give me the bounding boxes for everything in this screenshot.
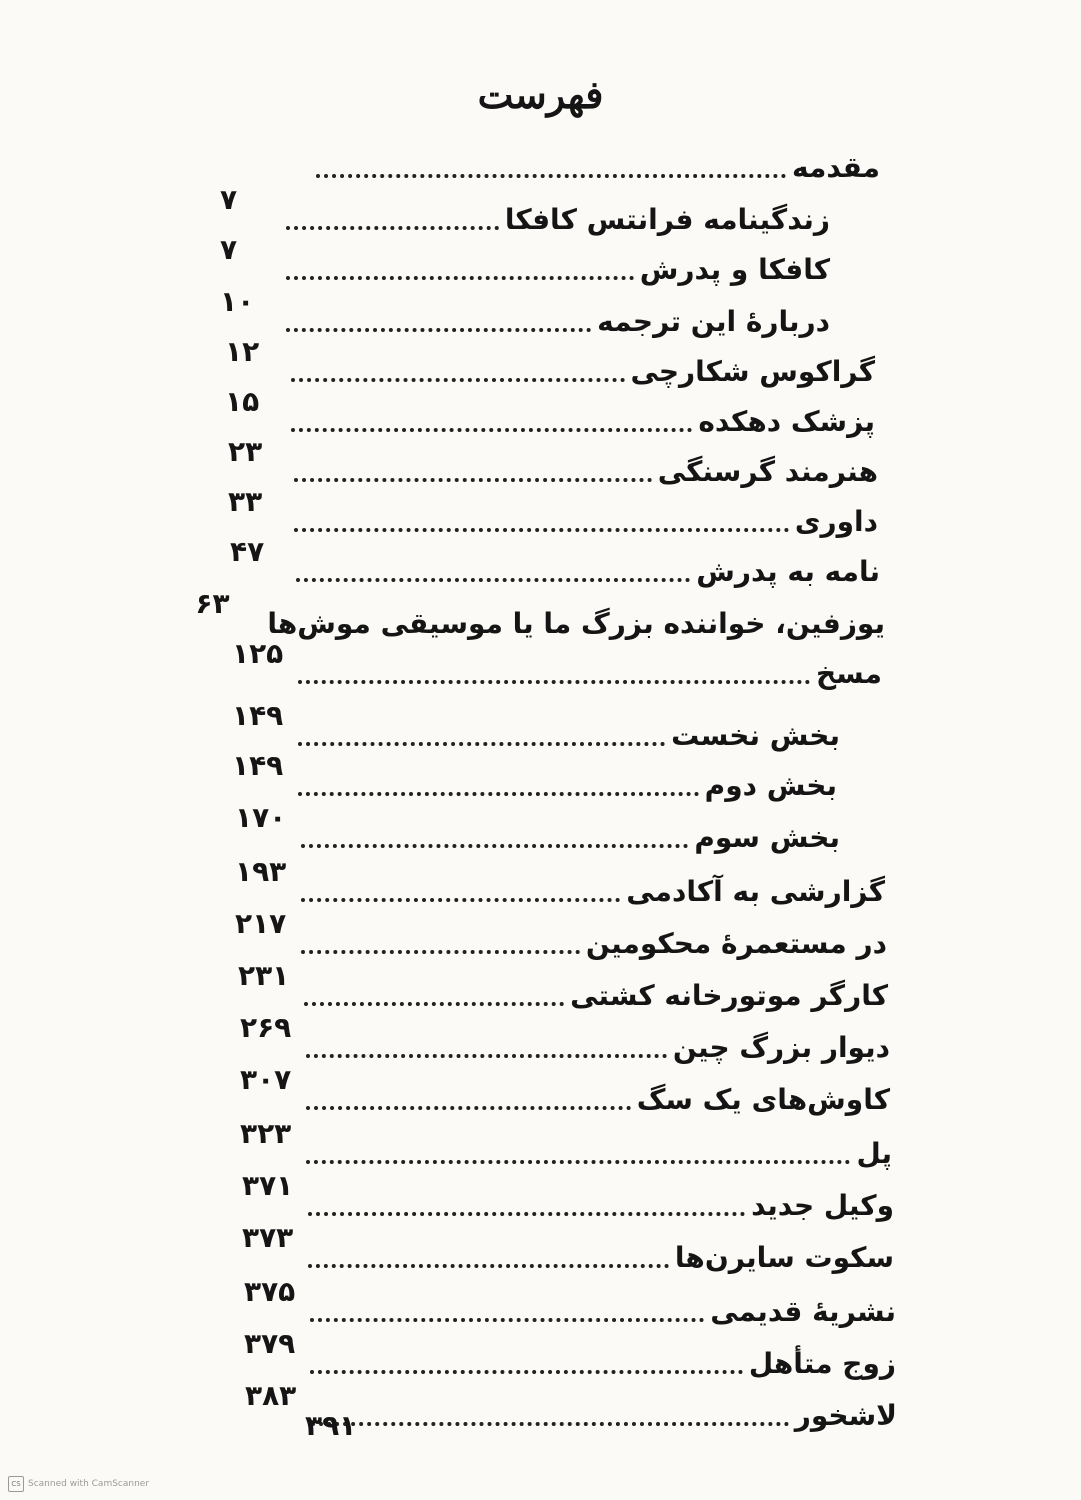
toc-label: داوری	[794, 505, 878, 539]
toc-label: کافکا و پدرش	[639, 253, 830, 287]
toc-leader-dots	[294, 528, 789, 532]
toc-label: نشریهٔ قدیمی	[710, 1295, 896, 1329]
toc-label: پزشک دهکده	[698, 405, 875, 439]
toc-row-24	[244, 1327, 896, 1386]
toc-row-14	[235, 801, 840, 860]
toc-leader-dots	[286, 226, 499, 230]
toc-label: نامه به پدرش	[696, 555, 880, 589]
watermark-text: Scanned with CamScanner	[28, 1479, 150, 1489]
toc-label: در مستعمرهٔ محکومین	[585, 927, 887, 961]
toc-page-number: ۲۱۷	[235, 907, 287, 941]
toc-label: کارگر موتورخانه کشتی	[570, 979, 888, 1013]
toc-page-number: ۳۲۳	[240, 1117, 292, 1151]
toc-page-number: ۳۷۳	[242, 1221, 294, 1255]
toc-label: گراکوس شکارچی	[630, 355, 875, 389]
toc-page-number: ۱۲	[225, 335, 260, 369]
toc-leader-dots	[291, 378, 625, 382]
scanner-watermark	[8, 1476, 149, 1492]
toc-page-number: ۲۶۹	[240, 1011, 292, 1045]
toc-leader-dots	[301, 898, 620, 902]
toc-row-11	[232, 637, 882, 696]
toc-label: زوج متأهل	[748, 1347, 896, 1381]
toc-leader-dots	[294, 478, 652, 482]
toc-leader-dots	[298, 680, 810, 684]
toc-row-2	[220, 183, 830, 242]
toc-label: لاشخور	[794, 1399, 897, 1433]
toc-row-20	[240, 1117, 892, 1176]
toc-page-number: ۱۰	[220, 285, 255, 319]
toc-page-number: ۳۷۱	[242, 1169, 294, 1203]
toc-row-15	[235, 855, 885, 914]
toc-page-number: ۳۸۳	[245, 1379, 297, 1413]
toc-row-1	[250, 142, 880, 190]
toc-page-number: ۴۷	[230, 535, 265, 569]
toc-leader-dots	[291, 428, 692, 432]
toc-row-23	[244, 1275, 896, 1334]
toc-label: مسخ	[815, 657, 882, 691]
toc-page-number: ۳۹۱	[305, 1409, 357, 1443]
toc-row-13	[232, 749, 837, 808]
toc-row-19	[240, 1063, 890, 1122]
toc-page-number: ۱۵	[225, 385, 260, 419]
toc-leader-dots	[310, 1318, 704, 1322]
toc-page-number: ۳۰۷	[240, 1063, 292, 1097]
toc-label: زندگینامه فرانتس کافکا	[504, 203, 830, 237]
toc-leader-dots	[301, 844, 688, 848]
toc-row-18	[240, 1011, 890, 1070]
toc-row-7	[228, 435, 878, 494]
toc-page-number: ۱۷۰	[235, 801, 287, 835]
toc-page-number: ۳۷۹	[244, 1327, 296, 1361]
toc-row-21	[242, 1169, 894, 1228]
toc-page-number: ۱۹۳	[235, 855, 287, 889]
toc-label: سکوت سایرن‌ها	[674, 1241, 894, 1275]
toc-row-4	[220, 285, 830, 344]
toc-row-12	[232, 699, 840, 758]
toc-label: وکیل جدید	[751, 1189, 894, 1223]
toc-page-number: ۱۴۹	[232, 699, 284, 733]
toc-page-number: ۳۷۵	[244, 1275, 296, 1309]
toc-row-8	[228, 485, 878, 544]
toc-page-number: ۲۳	[228, 435, 263, 469]
toc-label: گزارشی به آکادمی	[626, 875, 885, 909]
toc-label: دیوار بزرگ چین	[672, 1031, 890, 1065]
toc-leader-dots	[308, 1264, 669, 1268]
toc-label: هنرمند گرسنگی	[657, 455, 878, 489]
toc-page-number: ۱۴۹	[232, 749, 284, 783]
toc-leader-dots	[298, 792, 699, 796]
toc-page-number: ۱۲۵	[232, 637, 284, 671]
toc-row-16	[235, 907, 887, 966]
toc-row-22	[242, 1221, 894, 1280]
toc-page-number: ۷	[220, 183, 238, 217]
toc-row-5	[225, 335, 875, 394]
toc-label: بخش نخست	[671, 719, 840, 753]
toc-leader-dots	[301, 950, 580, 954]
toc-row-17	[238, 959, 888, 1018]
toc-page-number: ۲۳۱	[238, 959, 290, 993]
toc-row-3	[220, 233, 830, 292]
toc-leader-dots	[308, 1212, 745, 1216]
toc-label: یوزفین، خواننده بزرگ ما یا موسیقی موش‌ها	[267, 607, 885, 641]
toc-label: مقدمه	[792, 151, 880, 185]
toc-row-26	[245, 1409, 365, 1468]
toc-label: دربارهٔ این ترجمه	[597, 305, 830, 339]
toc-row-6	[225, 385, 875, 444]
toc-row-9	[230, 535, 880, 594]
toc-leader-dots	[298, 742, 665, 746]
toc-label: کاوش‌های یک سگ	[636, 1083, 890, 1117]
toc-leader-dots	[306, 1160, 850, 1164]
toc-label: بخش سوم	[694, 821, 840, 855]
toc-leader-dots	[286, 328, 591, 332]
toc-leader-dots	[306, 1106, 631, 1110]
toc-label: پل	[856, 1137, 892, 1171]
toc-leader-dots	[310, 1370, 743, 1374]
toc-page-number: ۷	[220, 233, 238, 267]
toc-leader-dots	[306, 1054, 667, 1058]
toc-row-10	[195, 587, 885, 646]
toc-leader-dots	[316, 174, 786, 178]
toc-leader-dots	[304, 1002, 564, 1006]
toc-label: بخش دوم	[704, 769, 837, 803]
toc-leader-dots	[296, 578, 690, 582]
camscanner-logo-icon: CS	[8, 1476, 24, 1492]
toc-page-number: ۳۳	[228, 485, 263, 519]
toc-page-number: ۶۳	[195, 587, 230, 621]
toc-leader-dots	[286, 276, 634, 280]
page-title: فهرست	[477, 72, 604, 117]
toc-leader-dots	[311, 1422, 789, 1426]
